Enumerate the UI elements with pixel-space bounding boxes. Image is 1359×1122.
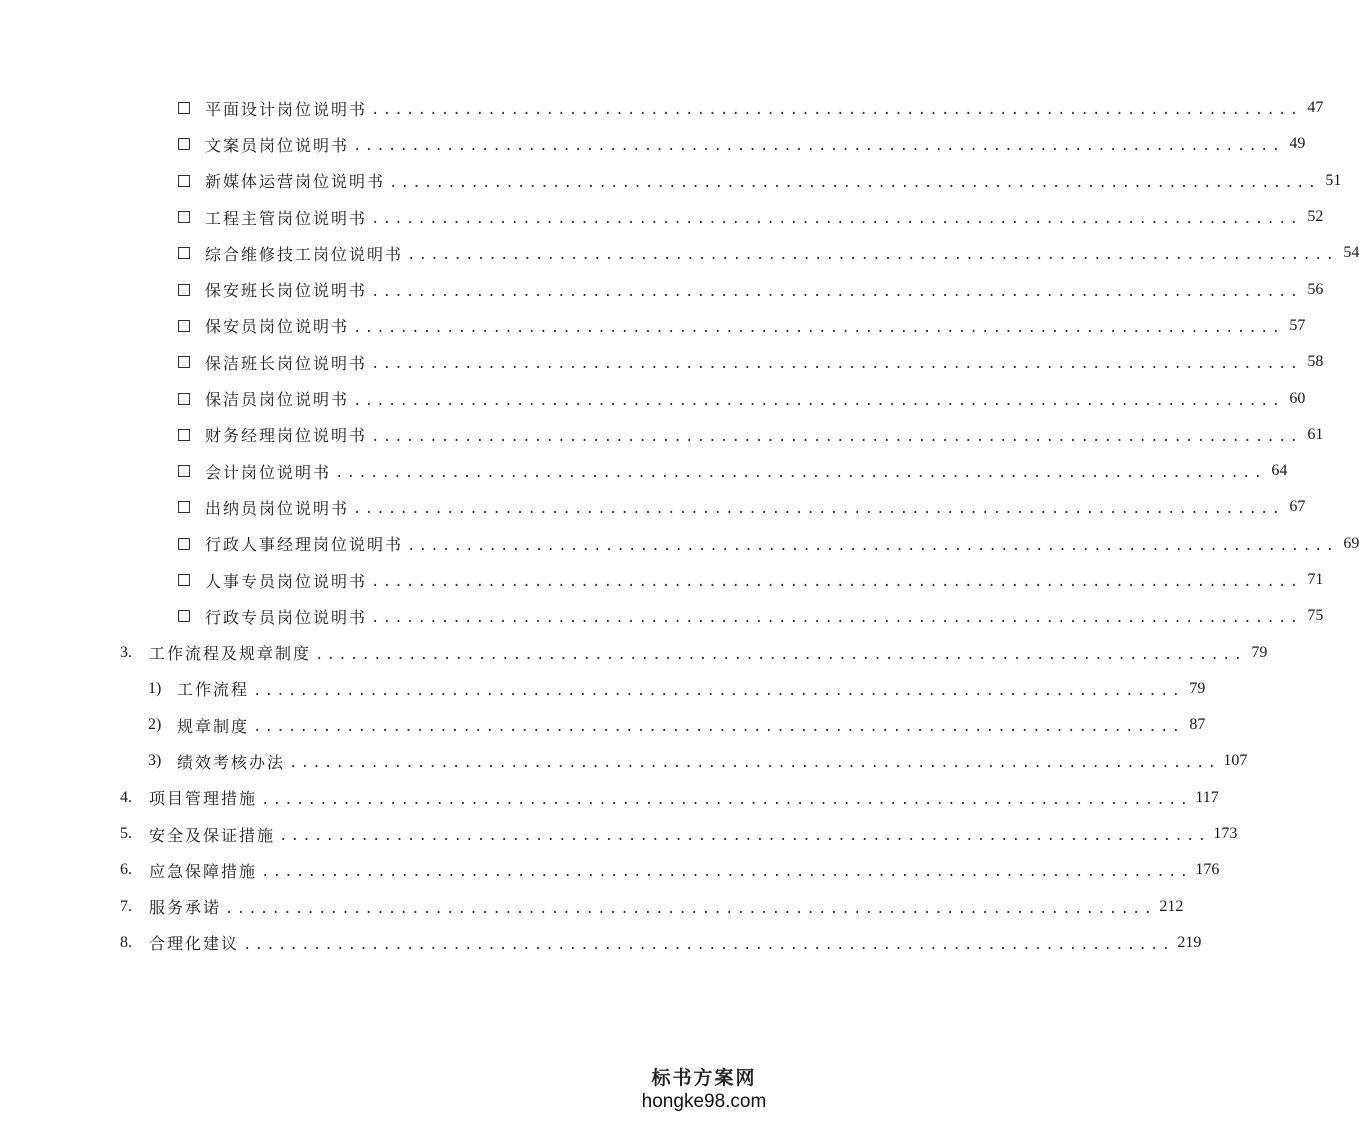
dot-leader: ................................................................................ bbox=[371, 610, 1302, 627]
toc-entry-title: 保洁员岗位说明书 bbox=[205, 390, 350, 410]
dot-leader: ................................................................................ bbox=[371, 356, 1302, 373]
toc-section-entry[interactable] bbox=[0, 889, 1184, 925]
square-bullet-icon bbox=[178, 138, 190, 150]
dot-leader: ................................................................................ bbox=[315, 646, 1246, 663]
site-watermark bbox=[629, 1066, 779, 1114]
square-bullet-icon bbox=[178, 175, 190, 187]
toc-subsection-entry[interactable] bbox=[0, 671, 1206, 707]
toc-entry-page: 69 bbox=[1343, 534, 1359, 552]
toc-entry-title: 行政人事经理岗位说明书 bbox=[205, 535, 404, 555]
toc-entry-page: 58 bbox=[1307, 353, 1324, 371]
toc-entry[interactable] bbox=[0, 380, 1306, 416]
square-bullet-icon bbox=[178, 320, 190, 332]
section-number: 4. bbox=[120, 788, 132, 806]
toc-entry[interactable] bbox=[0, 489, 1306, 525]
toc-entry-page: 51 bbox=[1325, 171, 1342, 189]
dot-leader: ................................................................................ bbox=[371, 102, 1302, 119]
toc-entry-title: 财务经理岗位说明书 bbox=[205, 426, 368, 446]
toc-entry[interactable] bbox=[0, 308, 1306, 344]
subsection-number: 1) bbox=[148, 679, 162, 697]
toc-entry-page: 67 bbox=[1289, 498, 1306, 516]
dot-leader: ................................................................................ bbox=[371, 211, 1302, 228]
dot-leader: ................................................................................ bbox=[335, 465, 1266, 482]
toc-entry-page: 75 bbox=[1307, 607, 1324, 625]
toc-entry-title: 绩效考核办法 bbox=[177, 752, 286, 772]
square-bullet-icon bbox=[178, 284, 190, 296]
square-bullet-icon bbox=[178, 501, 190, 513]
toc-entry-title: 行政专员岗位说明书 bbox=[205, 607, 368, 627]
toc-entry-title: 出纳员岗位说明书 bbox=[205, 498, 350, 518]
toc-entry-title: 人事专员岗位说明书 bbox=[205, 571, 368, 591]
toc-entry[interactable] bbox=[0, 453, 1288, 489]
toc-entry[interactable] bbox=[0, 235, 1359, 271]
section-number: 5. bbox=[120, 825, 132, 843]
square-bullet-icon bbox=[178, 211, 190, 223]
section-number: 6. bbox=[120, 861, 132, 879]
toc-entry-page: 117 bbox=[1195, 788, 1219, 806]
toc-entry-page: 64 bbox=[1271, 462, 1288, 480]
toc-entry-page: 212 bbox=[1159, 897, 1184, 915]
toc-subsection-entry[interactable] bbox=[0, 743, 1248, 779]
square-bullet-icon bbox=[178, 465, 190, 477]
section-number: 3. bbox=[120, 643, 132, 661]
toc-entry-page: 87 bbox=[1189, 716, 1206, 734]
toc-entry[interactable] bbox=[0, 271, 1324, 307]
toc-entry-page: 79 bbox=[1189, 679, 1206, 697]
toc-entry[interactable] bbox=[0, 526, 1359, 562]
dot-leader: ................................................................................ bbox=[407, 247, 1338, 264]
toc-entry-title: 文案员岗位说明书 bbox=[205, 135, 350, 155]
square-bullet-icon bbox=[178, 356, 190, 368]
dot-leader: ................................................................................ bbox=[353, 319, 1284, 336]
dot-leader: ................................................................................ bbox=[389, 174, 1320, 191]
dot-leader: ................................................................................ bbox=[261, 864, 1192, 881]
toc-entry-title: 应急保障措施 bbox=[149, 861, 258, 881]
toc-entry-title: 工程主管岗位说明书 bbox=[205, 208, 368, 228]
toc-entry-page: 107 bbox=[1223, 752, 1248, 770]
toc-subsection-entry[interactable] bbox=[0, 707, 1206, 743]
toc-section-entry[interactable] bbox=[0, 852, 1220, 888]
toc-entry-title: 项目管理措施 bbox=[149, 789, 258, 809]
toc-entry-page: 52 bbox=[1307, 208, 1324, 226]
toc-section-entry[interactable] bbox=[0, 925, 1202, 961]
toc-section-entry[interactable] bbox=[0, 816, 1238, 852]
toc-entry-title: 新媒体运营岗位说明书 bbox=[205, 172, 386, 192]
toc-entry-title: 保洁班长岗位说明书 bbox=[205, 353, 368, 373]
square-bullet-icon bbox=[178, 538, 190, 550]
dot-leader: ................................................................................ bbox=[289, 755, 1220, 772]
toc-entry[interactable] bbox=[0, 163, 1342, 199]
section-number: 8. bbox=[120, 933, 132, 951]
dot-leader: ................................................................................ bbox=[371, 574, 1302, 590]
dot-leader: ................................................................................ bbox=[253, 682, 1184, 699]
section-number: 7. bbox=[120, 897, 132, 915]
dot-leader: ................................................................................ bbox=[353, 392, 1284, 409]
toc-entry-page: 60 bbox=[1289, 389, 1306, 407]
square-bullet-icon bbox=[178, 429, 190, 441]
dot-leader: ................................................................................ bbox=[353, 138, 1284, 155]
dot-leader: ................................................................................ bbox=[371, 283, 1302, 300]
dot-leader: ................................................................................ bbox=[225, 900, 1156, 917]
toc-entry-title: 工作流程及规章制度 bbox=[149, 644, 312, 664]
dot-leader: ................................................................................ bbox=[353, 501, 1284, 518]
toc-entry-page: 176 bbox=[1195, 861, 1220, 879]
toc-entry[interactable] bbox=[0, 90, 1324, 126]
toc-entry-title: 工作流程 bbox=[177, 680, 250, 700]
square-bullet-icon bbox=[178, 247, 190, 259]
toc-entry-title: 服务承诺 bbox=[149, 898, 222, 918]
dot-leader: ................................................................................ bbox=[253, 719, 1184, 736]
toc-entry-title: 会计岗位说明书 bbox=[205, 462, 332, 482]
square-bullet-icon bbox=[178, 393, 190, 405]
table-of-contents bbox=[0, 90, 1359, 961]
subsection-number: 2) bbox=[148, 716, 162, 734]
square-bullet-icon bbox=[178, 610, 190, 622]
toc-entry-page: 173 bbox=[1213, 825, 1238, 843]
toc-entry-title: 保安班长岗位说明书 bbox=[205, 281, 368, 301]
toc-entry[interactable] bbox=[0, 562, 1324, 598]
subsection-number: 3) bbox=[148, 752, 162, 770]
toc-entry-title: 平面设计岗位说明书 bbox=[205, 99, 368, 119]
toc-entry[interactable] bbox=[0, 417, 1324, 453]
toc-entry-page: 61 bbox=[1307, 425, 1324, 443]
toc-entry-title: 规章制度 bbox=[177, 716, 250, 736]
toc-entry-page: 79 bbox=[1251, 643, 1268, 661]
toc-entry[interactable] bbox=[0, 598, 1324, 634]
dot-leader: ................................................................................ bbox=[407, 537, 1338, 554]
toc-entry-page: 56 bbox=[1307, 280, 1324, 298]
dot-leader: ................................................................................ bbox=[371, 428, 1302, 445]
toc-entry-title: 合理化建议 bbox=[149, 934, 240, 954]
toc-entry-page: 47 bbox=[1307, 99, 1324, 117]
toc-section-entry[interactable] bbox=[0, 780, 1219, 816]
toc-entry[interactable] bbox=[0, 126, 1306, 162]
watermark-cn-text: 标书方案网 bbox=[651, 1067, 757, 1089]
toc-entry-title: 综合维修技工岗位说明书 bbox=[205, 244, 404, 264]
toc-entry-page: 71 bbox=[1307, 571, 1324, 588]
toc-entry[interactable] bbox=[0, 199, 1324, 235]
dot-leader: ................................................................................ bbox=[261, 791, 1192, 808]
watermark-url-text: hongke98.com bbox=[641, 1091, 767, 1112]
toc-entry-page: 57 bbox=[1289, 316, 1306, 334]
toc-entry-title: 安全及保证措施 bbox=[149, 825, 276, 845]
toc-entry[interactable] bbox=[0, 344, 1324, 380]
toc-entry-page: 54 bbox=[1343, 244, 1359, 262]
square-bullet-icon bbox=[178, 574, 190, 586]
dot-leader: ................................................................................ bbox=[243, 936, 1174, 953]
toc-entry-title: 保安员岗位说明书 bbox=[205, 317, 350, 337]
toc-entry-page: 49 bbox=[1289, 135, 1306, 153]
square-bullet-icon bbox=[178, 102, 190, 114]
toc-entry-page: 219 bbox=[1177, 933, 1202, 951]
toc-section-entry[interactable] bbox=[0, 634, 1268, 670]
dot-leader: ................................................................................ bbox=[279, 828, 1210, 845]
